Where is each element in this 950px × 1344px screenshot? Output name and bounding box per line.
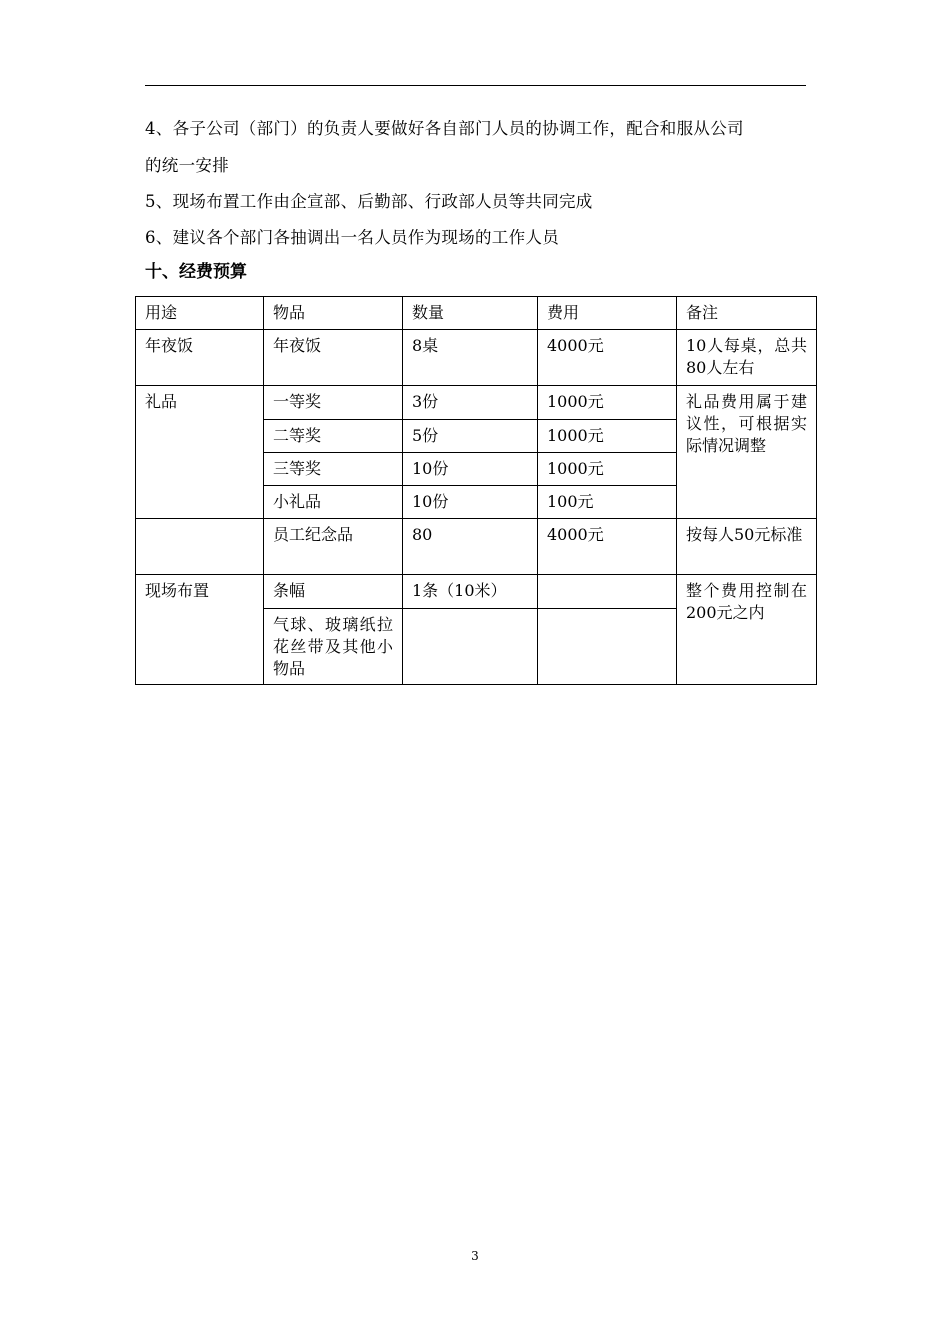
cell-cost [538,609,677,685]
cell-item: 三等奖 [264,453,403,486]
section-title: 十、经费预算 [145,262,247,282]
cell-usage [136,519,264,575]
page-number: 3 [471,1249,479,1263]
header-item: 物品 [264,297,403,330]
table-row [136,330,817,386]
cell-quantity: 3份 [403,386,538,420]
cell-note: 10人每桌，总共80人左右 [677,330,817,386]
cell-quantity [403,609,538,685]
cell-item: 年夜饭 [264,330,403,386]
header-usage: 用途 [136,297,264,330]
cell-note: 礼品费用属于建议性，可根据实际情况调整 [677,386,817,519]
cell-note: 整个费用控制在200元之内 [677,575,817,685]
cell-item: 二等奖 [264,420,403,453]
table-row [136,386,817,420]
cell-cost: 100元 [538,486,677,519]
cell-cost [538,575,677,609]
paragraph-5: 5、现场布置工作由企宣部、后勤部、行政部人员等共同完成 [145,192,593,211]
cell-quantity: 80 [403,519,538,575]
cell-item: 员工纪念品 [264,519,403,575]
table-row [136,519,817,575]
table-row [136,575,817,609]
cell-item: 气球、玻璃纸拉花丝带及其他小物品 [264,609,403,685]
paragraph-6: 6、建议各个部门各抽调出一名人员作为现场的工作人员 [145,228,559,247]
cell-cost: 1000元 [538,386,677,420]
header-quantity: 数量 [403,297,538,330]
cell-cost: 1000元 [538,453,677,486]
cell-note: 按每人50元标准 [677,519,817,575]
cell-usage: 年夜饭 [136,330,264,386]
cell-cost: 1000元 [538,420,677,453]
paragraph-4-line-1: 4、各子公司（部门）的负责人要做好各自部门人员的协调工作，配合和服从公司 [145,119,744,138]
cell-usage: 礼品 [136,386,264,519]
header-rule [145,85,806,86]
table-header-row [136,297,817,330]
cell-cost: 4000元 [538,519,677,575]
cell-cost: 4000元 [538,330,677,386]
cell-quantity: 10份 [403,486,538,519]
header-cost: 费用 [538,297,677,330]
cell-item: 条幅 [264,575,403,609]
cell-item: 小礼品 [264,486,403,519]
paragraph-4-line-2: 的统一安排 [145,156,229,175]
cell-quantity: 8桌 [403,330,538,386]
cell-quantity: 10份 [403,453,538,486]
cell-usage: 现场布置 [136,575,264,685]
budget-table [135,296,817,685]
cell-item: 一等奖 [264,386,403,420]
cell-quantity: 5份 [403,420,538,453]
cell-quantity: 1条（10米） [403,575,538,609]
header-note: 备注 [677,297,817,330]
